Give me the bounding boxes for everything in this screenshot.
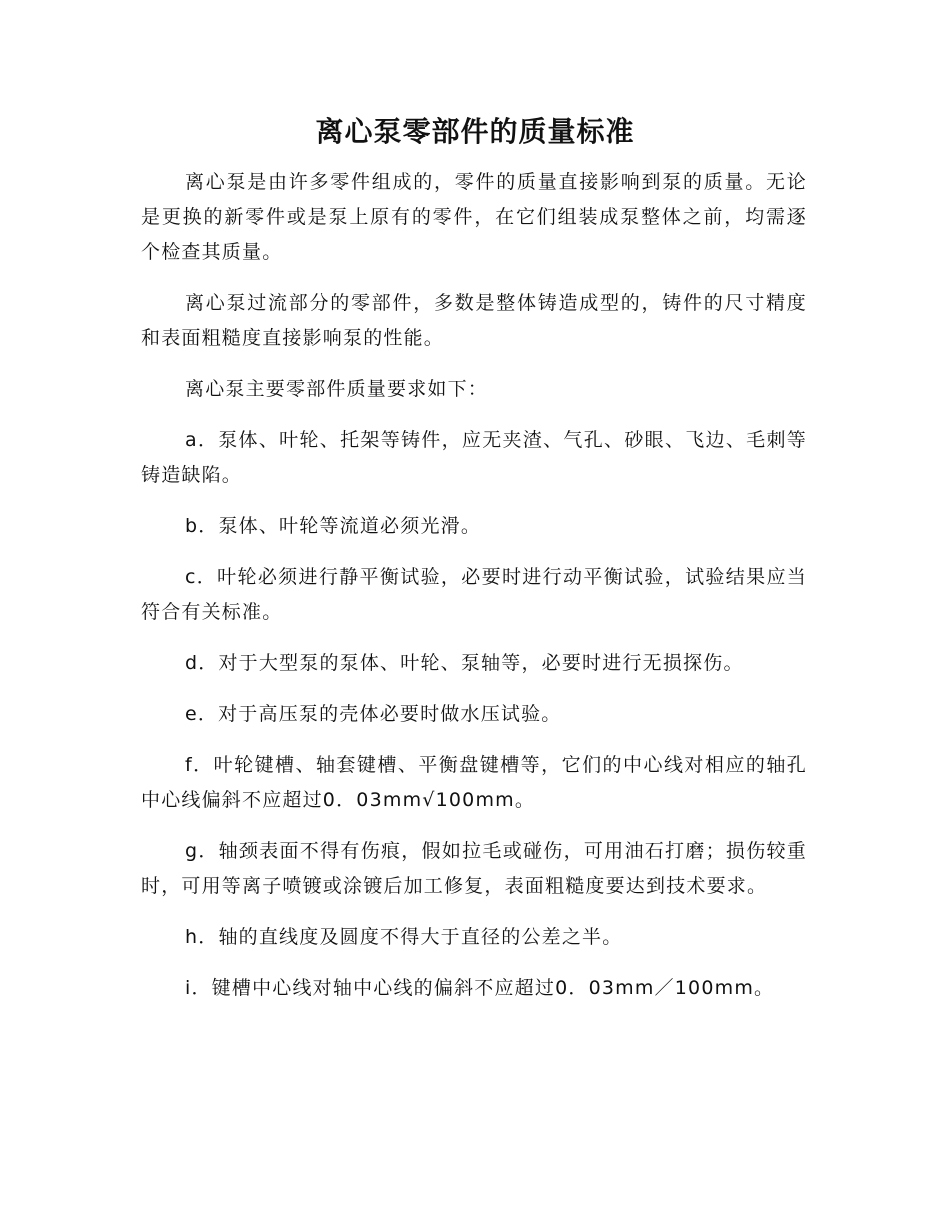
list-item-i: i．键槽中心线对轴中心线的偏斜不应超过0．03mm／100mm。: [185, 977, 775, 999]
list-item-a: a．泵体、叶轮、托架等铸件，应无夹渣、气孔、砂眼、飞边、毛刺等铸造缺陷。: [141, 429, 807, 486]
list-item-e: e．对于高压泵的壳体必要时做水压试验。: [185, 703, 562, 725]
paragraph-intro: 离心泵是由许多零件组成的，零件的质量直接影响到泵的质量。无论是更换的新零件或是泵上原有的零件，在它们组装成泵整体之前，均需逐个检查其质量。: [141, 171, 807, 263]
list-item-f: f．叶轮键槽、轴套键槽、平衡盘键槽等，它们的中心线对相应的轴孔中心线偏斜不应超过0．03mm√100mm。: [141, 754, 807, 811]
list-item-d: d．对于大型泵的泵体、叶轮、泵轴等，必要时进行无损探伤。: [185, 652, 744, 674]
list-item-h: h．轴的直线度及圆度不得大于直径的公差之半。: [185, 926, 623, 948]
document-body: [141, 165, 807, 1022]
list-item-g: g．轴颈表面不得有伤痕，假如拉毛或碰伤，可用油石打磨；损伤较重时，可用等离子喷镀或涂镀后加工修复，表面粗糙度要达到技术要求。: [141, 840, 807, 897]
paragraph-casting: 离心泵过流部分的零部件，多数是整体铸造成型的，铸件的尺寸精度和表面粗糙度直接影响泵的性能。: [141, 292, 807, 349]
paragraph-requirements-heading: 离心泵主要零部件质量要求如下：: [185, 378, 489, 400]
list-item-c: c．叶轮必须进行静平衡试验，必要时进行动平衡试验，试验结果应当符合有关标准。: [141, 566, 807, 623]
list-item-b: b．泵体、叶轮等流道必须光滑。: [185, 515, 482, 537]
document-title: 离心泵零部件的质量标准: [315, 115, 635, 148]
